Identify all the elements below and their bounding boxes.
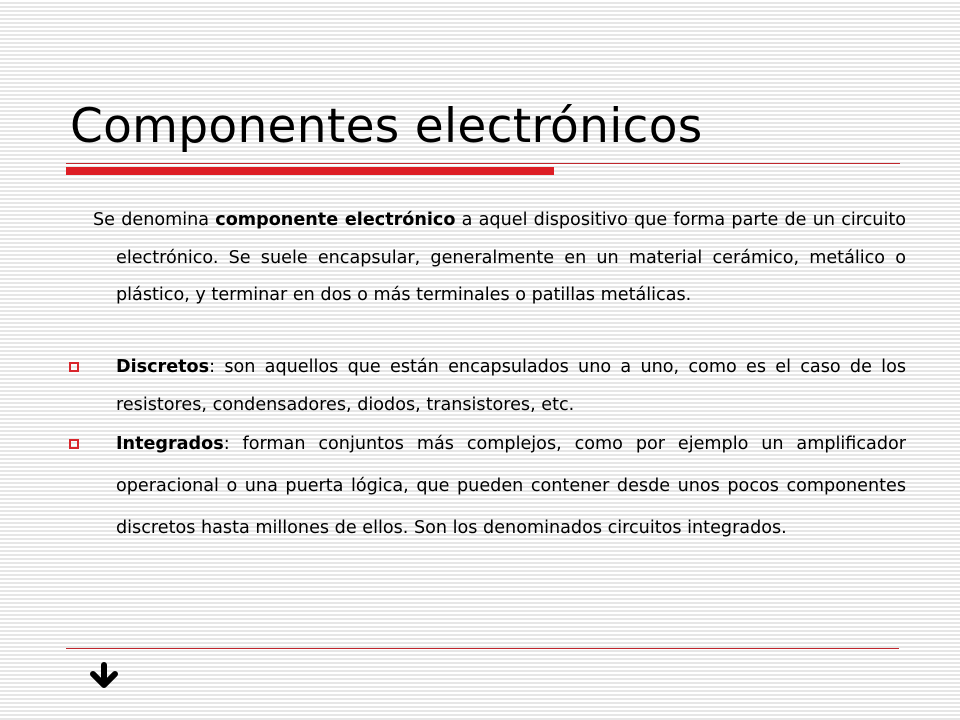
down-arrow-icon[interactable] — [88, 660, 120, 692]
footer-divider — [66, 648, 899, 649]
hollow-square-bullet-icon — [69, 439, 79, 449]
list-item-term: Discretos — [116, 357, 210, 377]
list-item-text: : forman conjuntos más complejos, como por ejemplo un amplificador operacional o una puerta lógica, que pueden contener desde unos pocos componentes discretos hasta millones de ellos. Son los denominados circuitos integrados. — [116, 434, 906, 538]
intro-paragraph — [93, 202, 906, 315]
list-item-text: : son aquellos que están encapsulados uno a uno, como es el caso de los resistores, condensadores, diodos, transistores, etc. — [116, 357, 906, 415]
intro-text: a aquel dispositivo que forma parte de un circuito electrónico. Se suele encapsular, generalmente en un material cerámico, metálico o plástico, y terminar en dos o más terminales o patillas metálicas. — [116, 210, 906, 305]
hollow-square-bullet-icon — [69, 362, 79, 372]
list-item-term: Integrados — [116, 434, 224, 454]
intro-term: componente electrónico — [215, 210, 456, 230]
slide-title: Componentes electrónicos — [70, 99, 703, 154]
list-item-integrados — [116, 423, 906, 549]
intro-prefix: Se denomina — [93, 210, 216, 230]
list-item-discretos — [116, 349, 906, 424]
